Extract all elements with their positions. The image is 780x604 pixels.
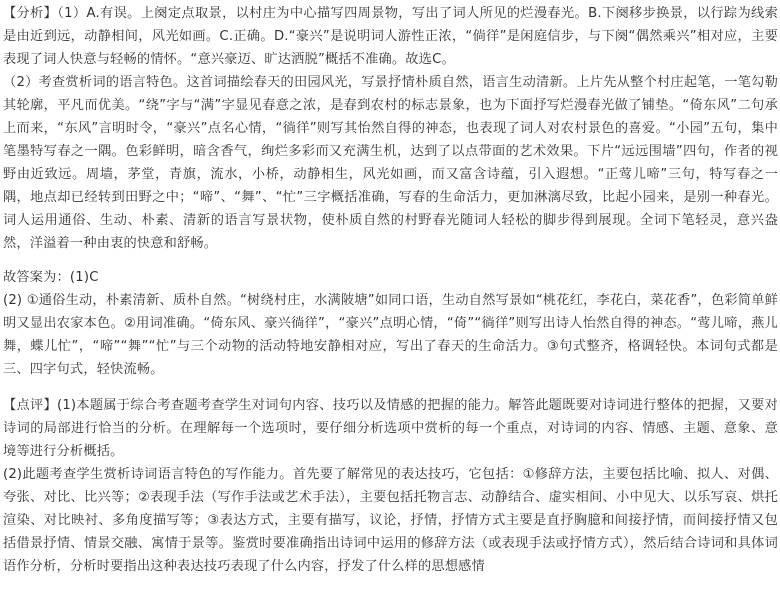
spacer <box>3 381 778 394</box>
spacer <box>3 255 778 266</box>
answer-line: 故答案为：(1)C <box>3 270 99 285</box>
analysis-part-1: 【分析】（1）A.有误。上阕定点取景，以村庄为中心描写四周景物，写出了词人所见的烂漫春光。B.下阕移步换景，以行踪为线索是由近到远，动静相间，风光如画。C.正确。D.“豪兴”是说明词人游性正浓，“倘徉”是闲庭信步，与下阕“偶然乘兴”相对应，主要表现了词人快意与轻畅的情怀。“意兴豪迈、旷达洒脱”概括不准确。故选C。 <box>3 6 778 67</box>
review-part-2: (2)此题考查学生赏析诗词语言特色的写作能力。首先要了解常见的表达技巧，它包括：①修辞方法，主要包括比喻、拟人、对偶、夸张、对比、比兴等；②表现手法（写作手法或艺术手法），主要包括托物言志、动静结合、虚实相间、小中见大、以乐写哀、烘托渲染、对比映衬、多角度描写等；③表达方式，主要有描写，议论，抒情，抒情方式主要是直抒胸臆和间接抒情，而间接抒情又包括借景抒情、情景交融、寓情于景等。鉴赏时要准确指出诗词中运用的修辞方法（或表现手法或抒情方式），然后结合诗词和具体词语作分析，分析时要指出这种表达技巧表现了什么内容，抒发了什么样的思想感情 <box>3 467 778 574</box>
answer-part-2: (2) ①通俗生动，朴素清新、质朴自然。“树绕村庄，水满陂塘”如同口语，生动自然写景如“桃花红，李花白，菜花香”，色彩简单鲜明又显出农家本色。②用词准确。“倚东风、豪兴徜徉”，“豪兴”点明心情，“倚”“徜徉”则写出诗人怡然自得的神态。“莺儿啼，燕儿舞，蝶儿忙”，“啼”“舞”“忙”与三个动物的活动特地安静相对应，写出了春天的生命活力。③句式整齐，格调轻快。本词句式都是三、四字句式，轻快流畅。 <box>3 293 778 377</box>
analysis-part-2: （2）考查赏析词的语言特色。这首词描绘春天的田园风光，写景抒情朴质自然，语言生动清新。上片先从整个村庄起笔，一笔勾勒其轮廓，平凡而优美。“绕”字与“满”字显见春意之浓，是春到农村的标志景象，也为下面抒写烂漫春光做了铺垫。“倚东风”二句承上而来，“东风”言明时令，“豪兴”点名心情，“徜徉”则写其怡然自得的神态，也表现了词人对农村景色的喜爱。“小园”五句，集中笔墨特写春之一隅。色彩鲜明，暗含香气，绚烂多彩而又充满生机，达到了以点带面的艺术效果。下片“远远围墙”四句，作者的视野由近致远。周墙，茅堂，青旗，流水，小桥，动静相生，风光如画，而又富含诗蕴，引入遐想。“正莺儿啼”三句，特写春之一隅，地点却已经转到田野之中；“啼”、“舞”、“忙”三字概括准确，写春的生命活力，更加淋漓尽致，比起小园来，是别一种春光。词人运用通俗、生动、朴素、清新的语言写景状物，使朴质自然的村野春光随词人轻松的脚步得到展现。全词下笔轻灵，意兴盎然，洋溢着一种由衷的快意和舒畅。 <box>3 75 778 251</box>
review-part-1: 【点评】(1)本题属于综合考查题考查学生对词句内容、技巧以及情感的把握的能力。解答此题既要对诗词进行整体的把握，又要对诗词的局部进行恰当的分析。在理解每一个选项时，要仔细分析选项中赏析的每一个重点，对诗词的内容、情感、主题、意象、意境等进行分析概括。 <box>3 398 778 459</box>
